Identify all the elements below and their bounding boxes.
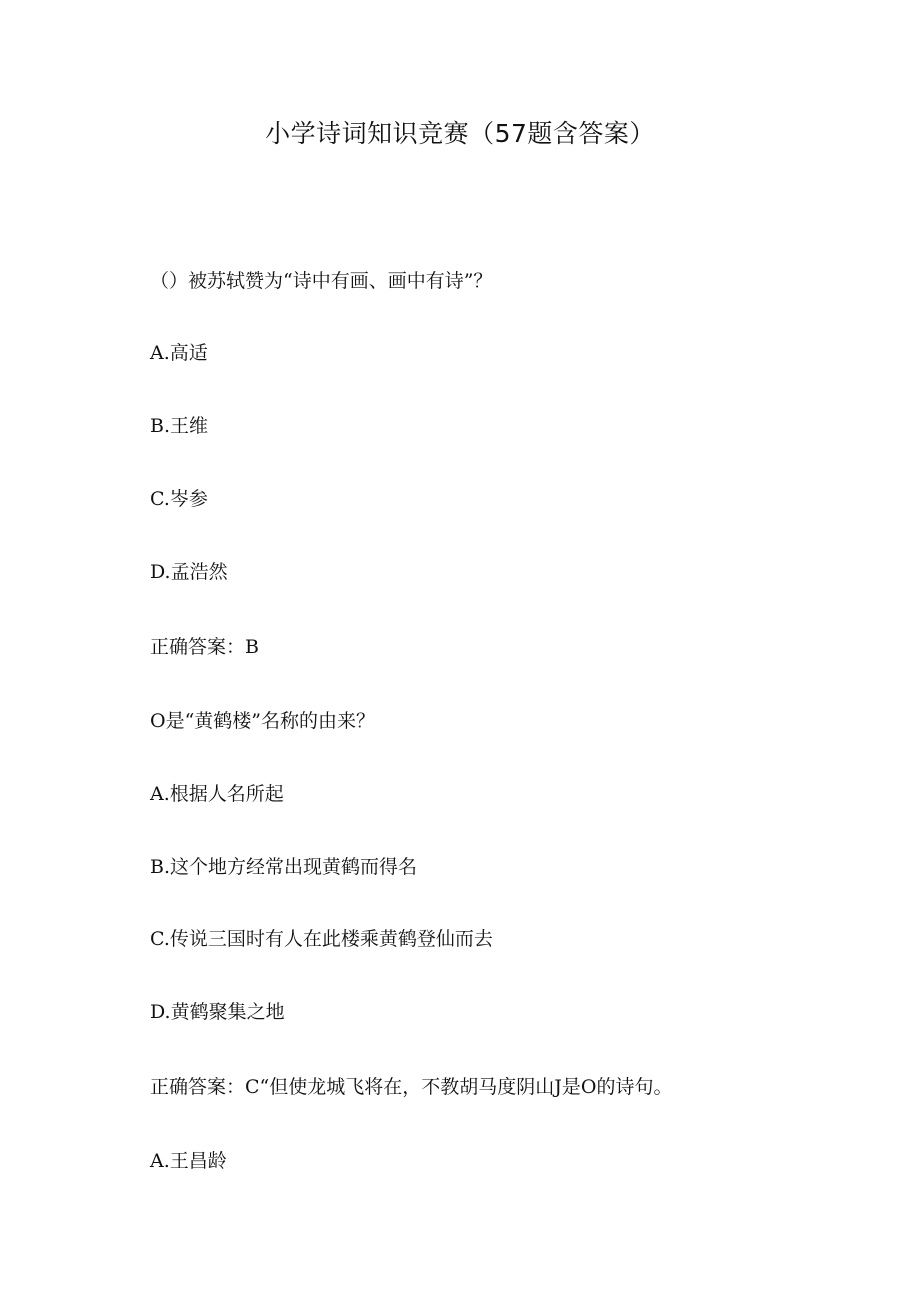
- question-1-option-d: D.孟浩然: [150, 561, 228, 583]
- question-1-text: （）被苏轼赞为“诗中有画、画中有诗”？: [150, 270, 493, 292]
- question-1-option-a: A.高适: [150, 342, 208, 364]
- question-2-text: O是“黄鹤楼”名称的由来？: [150, 710, 376, 732]
- question-2-answer-and-question-3-text: 正确答案：C“但使龙城飞将在，不教胡马度阴山J是O的诗句。: [150, 1076, 673, 1098]
- document-title: 小学诗词知识竞赛（57题含答案）: [265, 119, 655, 148]
- question-2-option-a: A.根据人名所起: [150, 783, 284, 805]
- question-2-option-d: D.黄鹤聚集之地: [150, 1001, 285, 1023]
- question-2-option-c: C.传说三国时有人在此楼乘黄鹤登仙而去: [150, 928, 493, 950]
- question-1-answer: 正确答案：B: [150, 636, 259, 658]
- question-3-option-a: A.王昌龄: [150, 1150, 227, 1172]
- question-1-option-b: B.王维: [150, 415, 209, 437]
- question-1-option-c: C.岑参: [150, 488, 208, 510]
- question-2-option-b: B.这个地方经常出现黄鹤而得名: [150, 856, 418, 878]
